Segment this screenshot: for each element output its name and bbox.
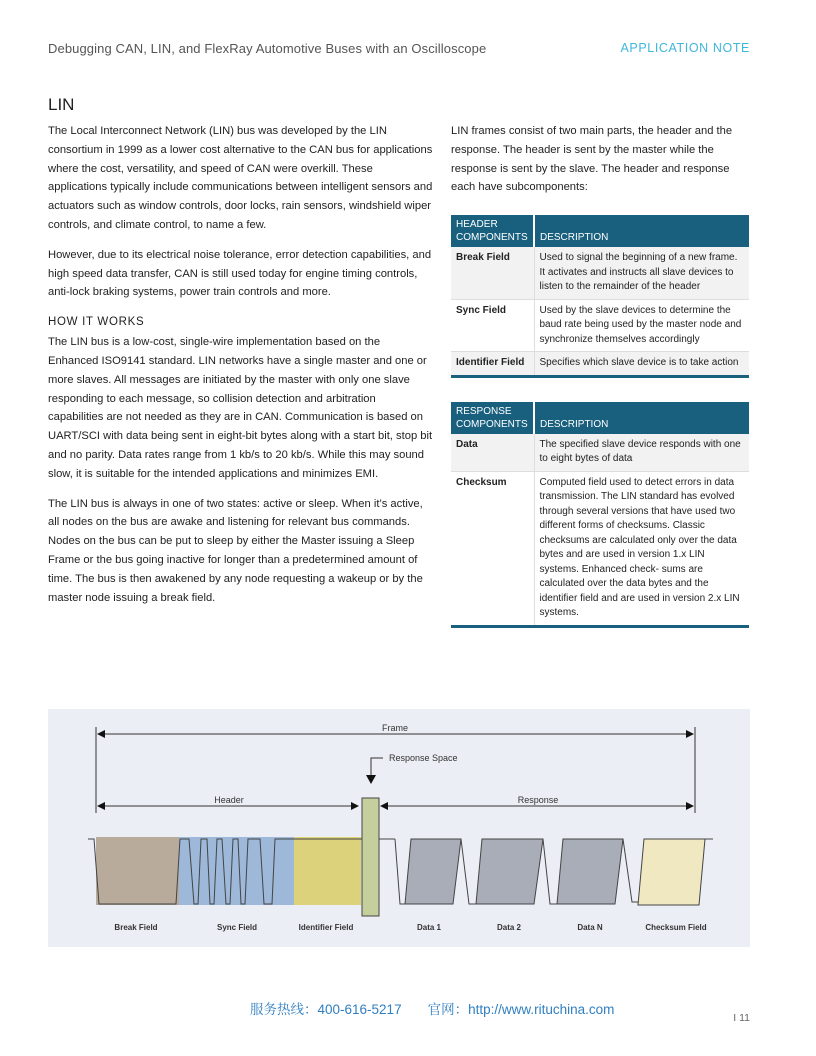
response-label: Response <box>517 795 559 805</box>
component-name: Data <box>451 434 534 472</box>
intro-paragraph-1: The Local Interconnect Network (LIN) bus was developed by the LIN consortium in 1999 as a lower cost alternative to the CAN bus for applications where the cost, versatility, and speed of CAN were overkill. These applications typically include communications between intelligent sensors and actuators such as window controls, door locks, rain sensors, windshield wiper controls, and climate control, to name a few. <box>48 125 433 231</box>
component-description: Used by the slave devices to determine the baud rate being used by the master node and synchronize themselves accordingly <box>534 299 749 352</box>
table-header-description: DESCRIPTION <box>534 402 749 434</box>
frame-label: Frame <box>381 723 409 733</box>
break-field-label: Break Field <box>114 923 158 932</box>
table-header-components: RESPONSE COMPONENTS <box>451 402 534 434</box>
how-it-works-paragraph-1: The LIN bus is a low-cost, single-wire implementation based on the Enhanced ISO9141 standard. LIN networks have a single master and one or more slaves. All messages are initiated by the master with only one slave responding to each message, so collision detection and arbitration capabilities are not needed as they are in CAN. Communication is based on UART/SCI with data being sent in eight-bit bytes along with a start bit, stop bit and no parity. Data rates range from 1 kb/s to 20 kb/s. While this may sound slow, it is suitable for the intended applications and minimizes EMI. <box>48 336 433 480</box>
page-number: I 11 <box>733 1012 750 1024</box>
how-it-works-heading: HOW IT WORKS <box>48 316 145 329</box>
data-2-label: Data 2 <box>496 923 522 932</box>
response-components-table <box>451 402 749 628</box>
response-space-arrow-icon <box>366 775 376 784</box>
right-column <box>451 122 751 628</box>
header-components-table <box>451 215 749 378</box>
hotline-label: 服务热线： <box>250 1002 318 1017</box>
table-row <box>451 471 749 626</box>
data-2-block <box>476 839 543 904</box>
component-name: Checksum <box>451 471 534 626</box>
table-header-description: DESCRIPTION <box>534 215 749 247</box>
component-description: Used to signal the beginning of a new frame. It activates and instructs all slave devices to listen to the remainder of the header <box>534 247 749 299</box>
header-label: Header <box>214 795 244 805</box>
break-field-block <box>96 837 179 905</box>
component-name: Break Field <box>451 247 534 299</box>
frames-intro-paragraph: LIN frames consist of two main parts, the header and the response. The header is sent by the master while the response is sent by the slave. The header and response each have subcomponents: <box>451 125 733 194</box>
data-n-block <box>557 839 623 904</box>
footer-contact <box>250 998 614 1018</box>
component-name: Identifier Field <box>451 352 534 377</box>
document-title: Debugging CAN, LIN, and FlexRay Automotive Buses with an Oscilloscope <box>48 41 487 56</box>
sync-field-label: Sync Field <box>216 923 258 932</box>
table-header-components: HEADER COMPONENTS <box>451 215 534 247</box>
sync-field-block <box>179 837 294 905</box>
checksum-field-block <box>638 839 705 905</box>
identifier-field-block <box>294 837 361 905</box>
section-title: LIN <box>48 95 75 114</box>
table-row <box>451 299 749 352</box>
document-type-label: APPLICATION NOTE <box>620 41 750 55</box>
table-row <box>451 352 749 377</box>
how-it-works-paragraph-2: The LIN bus is always in one of two states: active or sleep. When it’s active, all nodes on the bus are awake and listening for relevant bus commands. Nodes on the bus can be put to sleep by either the Master issuing a Sleep Frame or the bus going inactive for longer than a predetermined amount of time. The bus is then awakened by any node requesting a wakeup or by the master node issuing a break field. <box>48 497 423 604</box>
table-row <box>451 247 749 299</box>
data-n-label: Data N <box>577 923 603 932</box>
website-label: 官网： <box>427 1002 469 1017</box>
checksum-field-label: Checksum Field <box>645 923 707 932</box>
response-space-label: Response Space <box>389 753 458 763</box>
component-name: Sync Field <box>451 299 534 352</box>
data-1-label: Data 1 <box>416 923 442 932</box>
response-space-block <box>362 798 379 916</box>
component-description: The specified slave device responds with one to eight bytes of data <box>534 434 749 472</box>
component-description: Computed field used to detect errors in data transmission. The LIN standard has evolved through several versions that have used two different forms of checksums. Classic checksums are calculated only over the data bytes and are used in version 1.x LIN systems. Enhanced check- sums are calculated over the data bytes and the identifier field and are used in version 2.x LIN systems. <box>534 471 749 626</box>
data-1-block <box>405 839 461 904</box>
lin-frame-svg <box>48 709 750 947</box>
intro-paragraph-2: However, due to its electrical noise tolerance, error detection capabilities, and high speed data transfer, CAN is still used today for engine timing controls, anti-lock braking systems, power train controls and more. <box>48 248 432 299</box>
component-description: Specifies which slave device is to take action <box>534 352 749 377</box>
hotline-number[interactable]: 400-616-5217 <box>317 1002 402 1017</box>
left-column <box>48 122 433 618</box>
lin-frame-diagram <box>48 709 750 947</box>
table-row <box>451 434 749 472</box>
identifier-field-label: Identifier Field <box>298 923 354 932</box>
website-link[interactable]: http://www.rituchina.com <box>468 1002 615 1017</box>
